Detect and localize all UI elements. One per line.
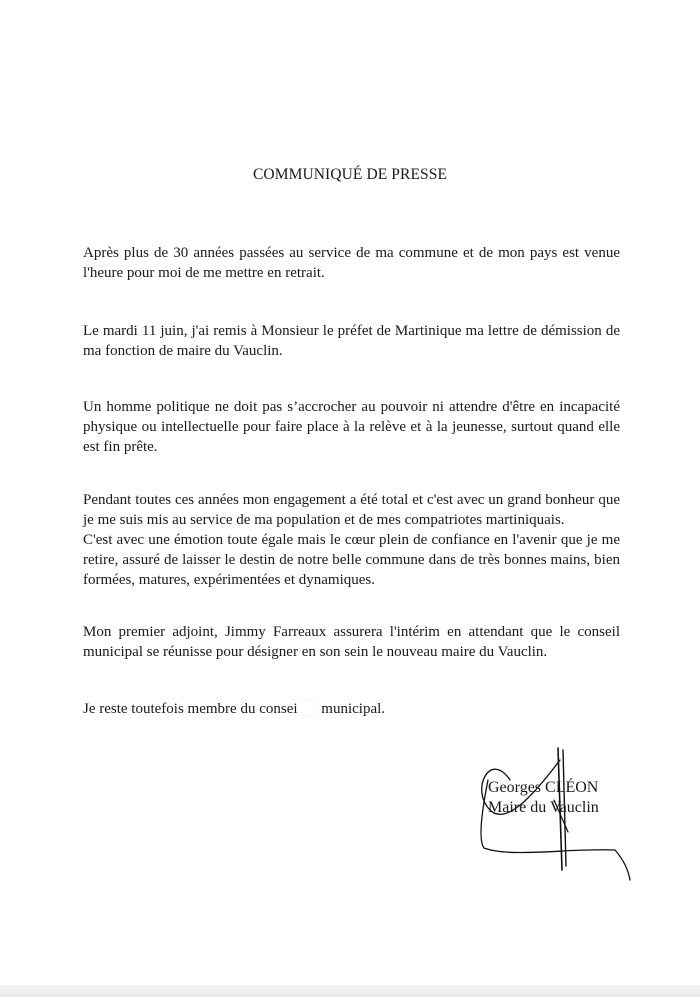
signature-role: Maire du Vauclin [488, 799, 599, 816]
paragraph-politics: Un homme politique ne doit pas s’accrocher au pouvoir ni attendre d'être en incapacité physique ou intellectuelle pour faire place à la relève et à la jeunesse, surtout quand elle est fin prête. [83, 399, 620, 455]
redaction-mark [298, 701, 318, 715]
page-edge [0, 985, 700, 997]
paragraph-engagement-group [83, 490, 620, 590]
paragraph-resignation: Le mardi 11 juin, j'ai remis à Monsieur le préfet de Martinique ma lettre de démission de ma fonction de maire du Vauclin. [83, 323, 620, 359]
paragraph-retirement: Après plus de 30 années passées au service de ma commune et de mon pays est venue l'heure pour moi de me mettre en retrait. [83, 245, 620, 281]
closing-text-start: Je reste toutefois membre du consei [83, 701, 298, 717]
closing-text-end: municipal. [321, 701, 386, 717]
paragraph-engagement: Pendant toutes ces années mon engagement a été total et c'est avec un grand bonheur que je me suis mis au service de ma population et de mes compatriotes martiniquais. [83, 492, 620, 528]
paragraph-closing [83, 699, 483, 719]
paragraph-emotion: C'est avec une émotion toute égale mais le cœur plein de confiance en l'avenir que je me retire, assuré de laisser le destin de notre belle commune dans de très bonnes mains, bien formées, matures, expérimentées et dynamiques. [83, 532, 620, 588]
signature-name: Georges CLÉON [488, 779, 599, 796]
page-title: COMMUNIQUÉ DE PRESSE [252, 166, 448, 183]
paragraph-interim: Mon premier adjoint, Jimmy Farreaux assurera l'intérim en attendant que le conseil municipal se réunisse pour désigner en son sein le nouveau maire du Vauclin. [83, 624, 620, 660]
